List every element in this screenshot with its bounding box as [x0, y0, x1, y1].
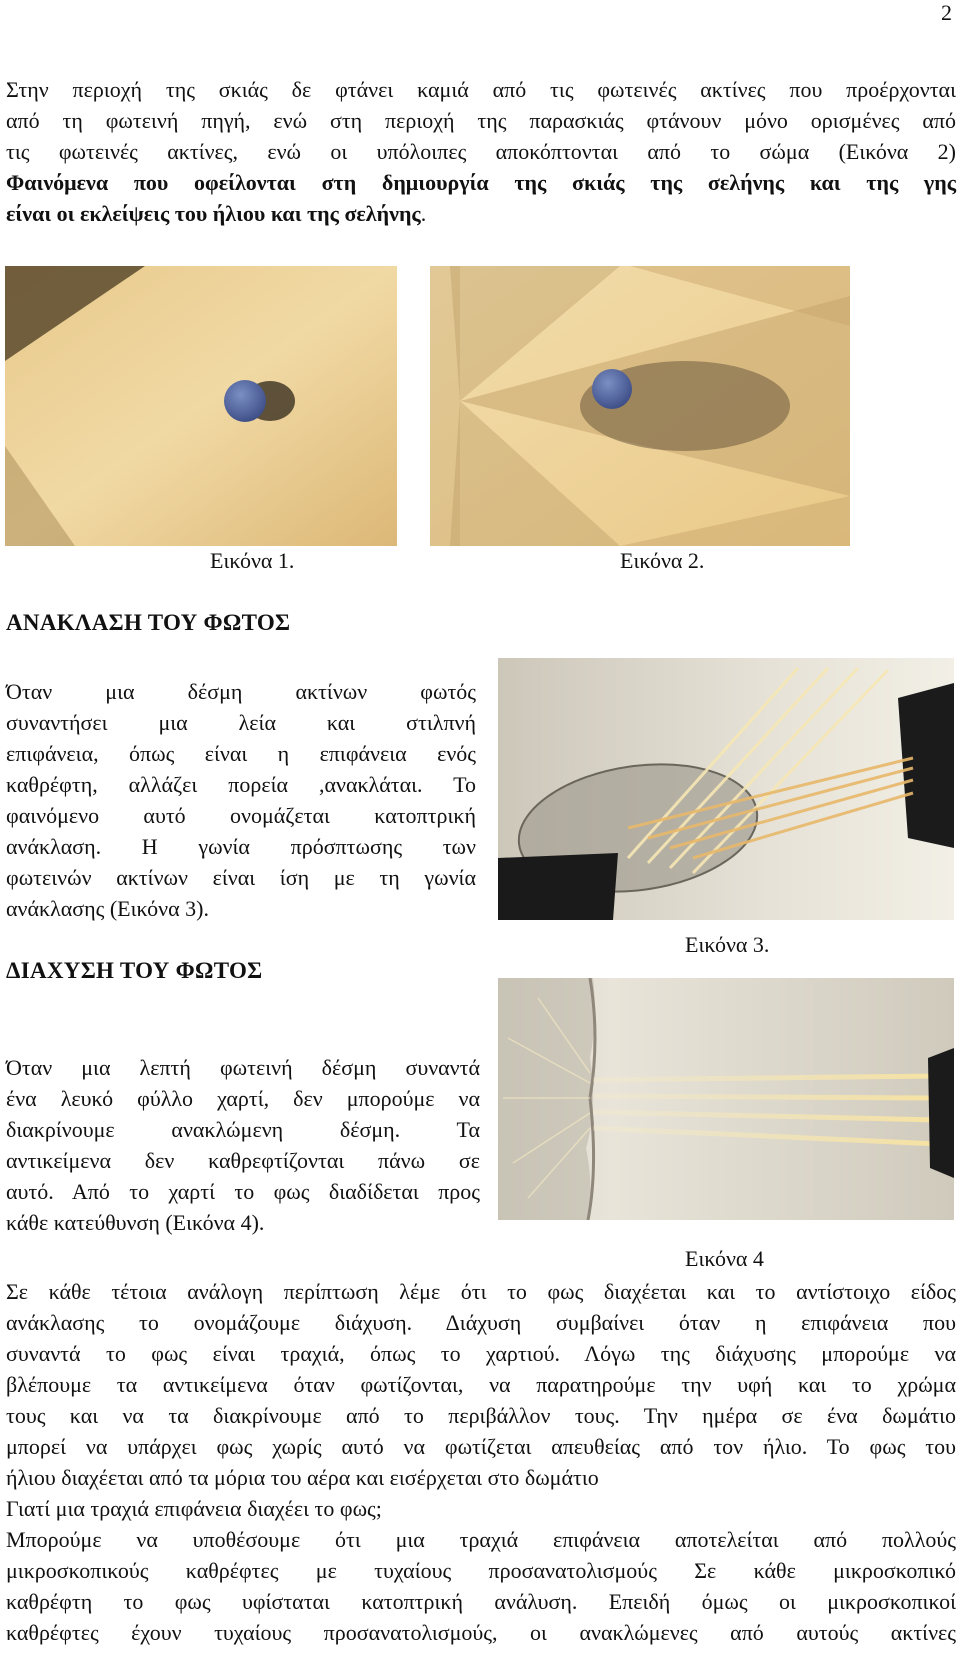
reflection-line-1: Όταν μια δέσμη ακτίνων φωτός: [6, 679, 476, 704]
reflection-heading: ΑΝΑΚΛΑΣΗ ΤΟΥ ΦΩΤΟΣ: [6, 610, 291, 635]
diffusion-line-2: ένα λευκό φύλλο χαρτί, δεν μπορούμε να: [6, 1086, 480, 1111]
figure-2-photo: [430, 266, 850, 546]
body-question: Γιατί μια τραχιά επιφάνεια διαχέει το φως;: [6, 1496, 382, 1521]
reflection-line-5: φαινόμενο αυτό ονομάζεται κατοπτρική: [6, 803, 476, 828]
answer-line-1: Μπορούμε να υποθέσουμε ότι μια τραχιά επιφάνεια αποτελείται από πολλούς: [6, 1527, 956, 1552]
body-paragraph: [6, 1276, 956, 1648]
reflection-line-6: ανάκλαση. Η γωνία πρόσπτωσης των: [6, 834, 476, 859]
diffusion-line-6: κάθε κατεύθυνση (Εικόνα 4).: [6, 1210, 265, 1235]
reflection-paragraph: [6, 676, 476, 924]
answer-line-3: καθρέφτη το φως υφίσταται κατοπτρική ανάλυση. Επειδή όμως οι μικροσκοπικοί: [6, 1589, 956, 1614]
diffusion-line-3: διακρίνουμε ανακλώμενη δέσμη. Τα: [6, 1117, 480, 1142]
reflection-line-8: ανάκλασης (Εικόνα 3).: [6, 896, 209, 921]
figure-4-caption: Εικόνα 4: [685, 1246, 764, 1271]
body-line-4: βλέπουμε τα αντικείμενα όταν φωτίζονται, να παρατηρούμε την υφή και το χρώμα: [6, 1372, 956, 1397]
figure-1-photo: [5, 266, 397, 546]
reflection-line-4: καθρέφτη, αλλάζει πορεία ,ανακλάται. Το: [6, 772, 476, 797]
answer-line-4: καθρέφτες έχουν τυχαίους προσανατολισμούς, οι ανακλώμενες από αυτούς ακτίνες: [6, 1620, 956, 1645]
intro-bold-tail: .: [420, 201, 427, 226]
body-line-6: μπορεί να υπάρχει φως χωρίς αυτό να φωτίζεται απευθείας από τον ήλιο. Το φως του: [6, 1434, 956, 1459]
reflection-line-2: συναντήσει μια λεία και στιλπνή: [6, 710, 476, 735]
figure-3-caption: Εικόνα 3.: [685, 932, 770, 957]
intro-line-2: από τη φωτεινή πηγή, ενώ στη περιοχή της παρασκιάς φτάνουν μόνο ορισμένες από: [6, 108, 956, 133]
page-number: 2: [941, 0, 952, 25]
figure-3-photo: [498, 658, 954, 920]
figure-2-caption: Εικόνα 2.: [620, 548, 705, 573]
intro-bold-text: είναι οι εκλείψεις του ήλιου και της σελήνης: [6, 201, 421, 226]
diffusion-line-1: Όταν μια λεπτή φωτεινή δέσμη συναντά: [6, 1055, 480, 1080]
body-line-7: ήλιου διαχέεται από τα μόρια του αέρα και εισέρχεται στο δωμάτιο: [6, 1465, 599, 1490]
diffusion-line-5: αυτό. Από το χαρτί το φως διαδίδεται προς: [6, 1179, 480, 1204]
body-line-1: Σε κάθε τέτοια ανάλογη περίπτωση λέμε ότι το φως διαχέεται και το αντίστοιχο είδος: [6, 1279, 956, 1304]
intro-line-3: τις φωτεινές ακτίνες, ενώ οι υπόλοιπες αποκόπτονται από το σώμα (Εικόνα 2): [6, 139, 956, 164]
figure-1-caption: Εικόνα 1.: [210, 548, 295, 573]
diffusion-paragraph: [6, 1052, 480, 1238]
intro-bold-line-1: Φαινόμενα που οφείλονται στη δημιουργία της σκιάς της σελήνης και της γης: [6, 170, 956, 195]
figure-4-photo: [498, 978, 954, 1220]
intro-line-1: Στην περιοχή της σκιάς δε φτάνει καμιά από τις φωτεινές ακτίνες που προέρχονται: [6, 77, 956, 102]
body-line-2: ανάκλασης το ονομάζουμε διάχυση. Διάχυση συμβαίνει όταν η επιφάνεια που: [6, 1310, 956, 1335]
intro-paragraph: [6, 74, 956, 229]
intro-bold-line-2: [6, 198, 956, 229]
diffusion-line-4: αντικείμενα δεν καθρεφτίζονται πάνω σε: [6, 1148, 480, 1173]
reflection-line-7: φωτεινών ακτίνων είναι ίση με τη γωνία: [6, 865, 476, 890]
body-line-3: συναντά το φως είναι τραχιά, όπως το χαρτιού. Λόγω της διάχυσης μπορούμε να: [6, 1341, 956, 1366]
body-line-5: τους και να τα διακρίνουμε από το περιβάλλον τους. Την ημέρα σε ένα δωμάτιο: [6, 1403, 956, 1428]
answer-line-2: μικροσκοπικούς καθρέφτες με τυχαίους προσανατολισμούς Σε κάθε μικροσκοπικό: [6, 1558, 956, 1583]
reflection-line-3: επιφάνεια, όπως είναι η επιφάνεια ενός: [6, 741, 476, 766]
diffusion-heading: ΔΙΑΧΥΣΗ ΤΟΥ ΦΩΤΟΣ: [6, 958, 263, 983]
